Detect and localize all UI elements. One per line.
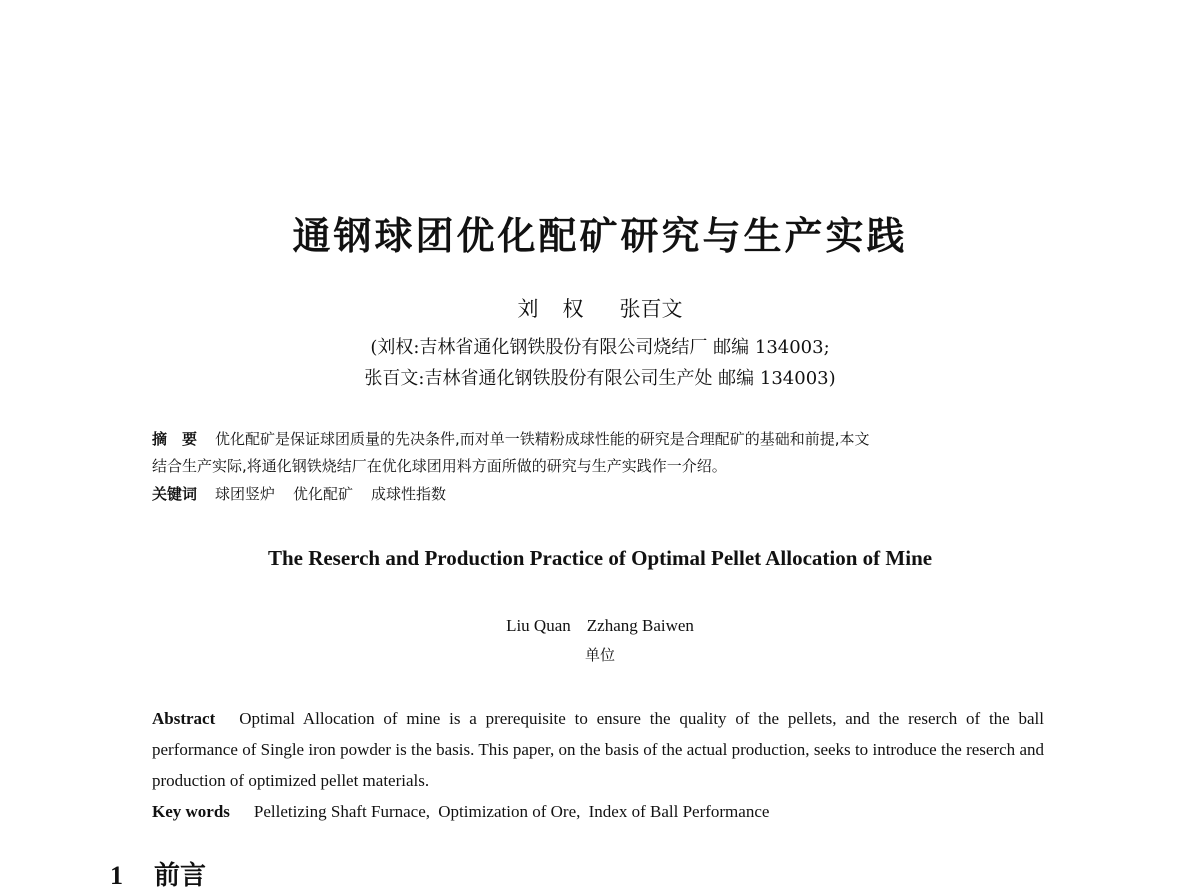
author-cn-2: 张百文 [619, 297, 683, 321]
author-en-2: Zzhang Baiwen [586, 616, 694, 635]
keyword-en: Index of Ball Performance [588, 802, 770, 821]
abstract-cn-line-2: 结合生产实际,将通化钢铁烧结厂在优化球团用料方面所做的研究与生产实践作一介绍。 [152, 457, 727, 475]
paper-title-cn: 通钢球团优化配矿研究与生产实践 [292, 214, 908, 258]
keywords-cn-label: 关键词 [152, 485, 198, 503]
affiliation-line-2: 张百文:吉林省通化钢铁股份有限公司生产处 邮编 134003) [364, 368, 836, 389]
keyword-cn: 优化配矿 [293, 485, 354, 503]
keyword-cn: 球团竖炉 [215, 485, 276, 503]
section-number: 1 [110, 861, 123, 890]
section-title: 前言 [154, 861, 207, 891]
keywords-en-label: Key words [152, 802, 230, 821]
abstract-cn-label: 摘 要 [152, 430, 198, 448]
authors-cn [0, 294, 1200, 324]
keyword-en: Pelletizing Shaft Furnace, [253, 802, 431, 821]
keyword-cn: 成球性指数 [371, 485, 447, 503]
unit-label: 单位 [584, 646, 615, 664]
abstract-en-label: Abstract [152, 709, 216, 728]
author-cn-surname: 刘 [517, 297, 539, 321]
keywords-en [152, 796, 1044, 827]
authors-en [0, 613, 1200, 639]
abstract-cn-line-1 [152, 425, 1052, 453]
affiliation-line-1: (刘权:吉林省通化钢铁股份有限公司烧结厂 邮编 134003; [370, 337, 830, 358]
abstract-en-text: Optimal Allocation of mine is a prerequisite to ensure the quality of the pellets, and the reserch of the ball performance of Single iron powder is the basis. This paper, on the basis of the actual production, seeks to introduce the reserch and production of optimized pellet materials. [152, 709, 1044, 790]
author-en-1: Liu Quan [506, 616, 571, 635]
abstract-en [152, 703, 1044, 796]
keyword-en: Optimization of Ore, [438, 802, 581, 821]
section-heading [110, 858, 206, 894]
author-cn-given: 权 [562, 297, 584, 321]
paper-title-en: The Reserch and Production Practice of Optimal Pellet Allocation of Mine [267, 546, 933, 570]
keywords-cn [152, 480, 1052, 508]
abstract-cn-text-1: 优化配矿是保证球团质量的先决条件,而对单一铁精粉成球性能的研究是合理配矿的基础和前提,本文 [215, 430, 870, 448]
